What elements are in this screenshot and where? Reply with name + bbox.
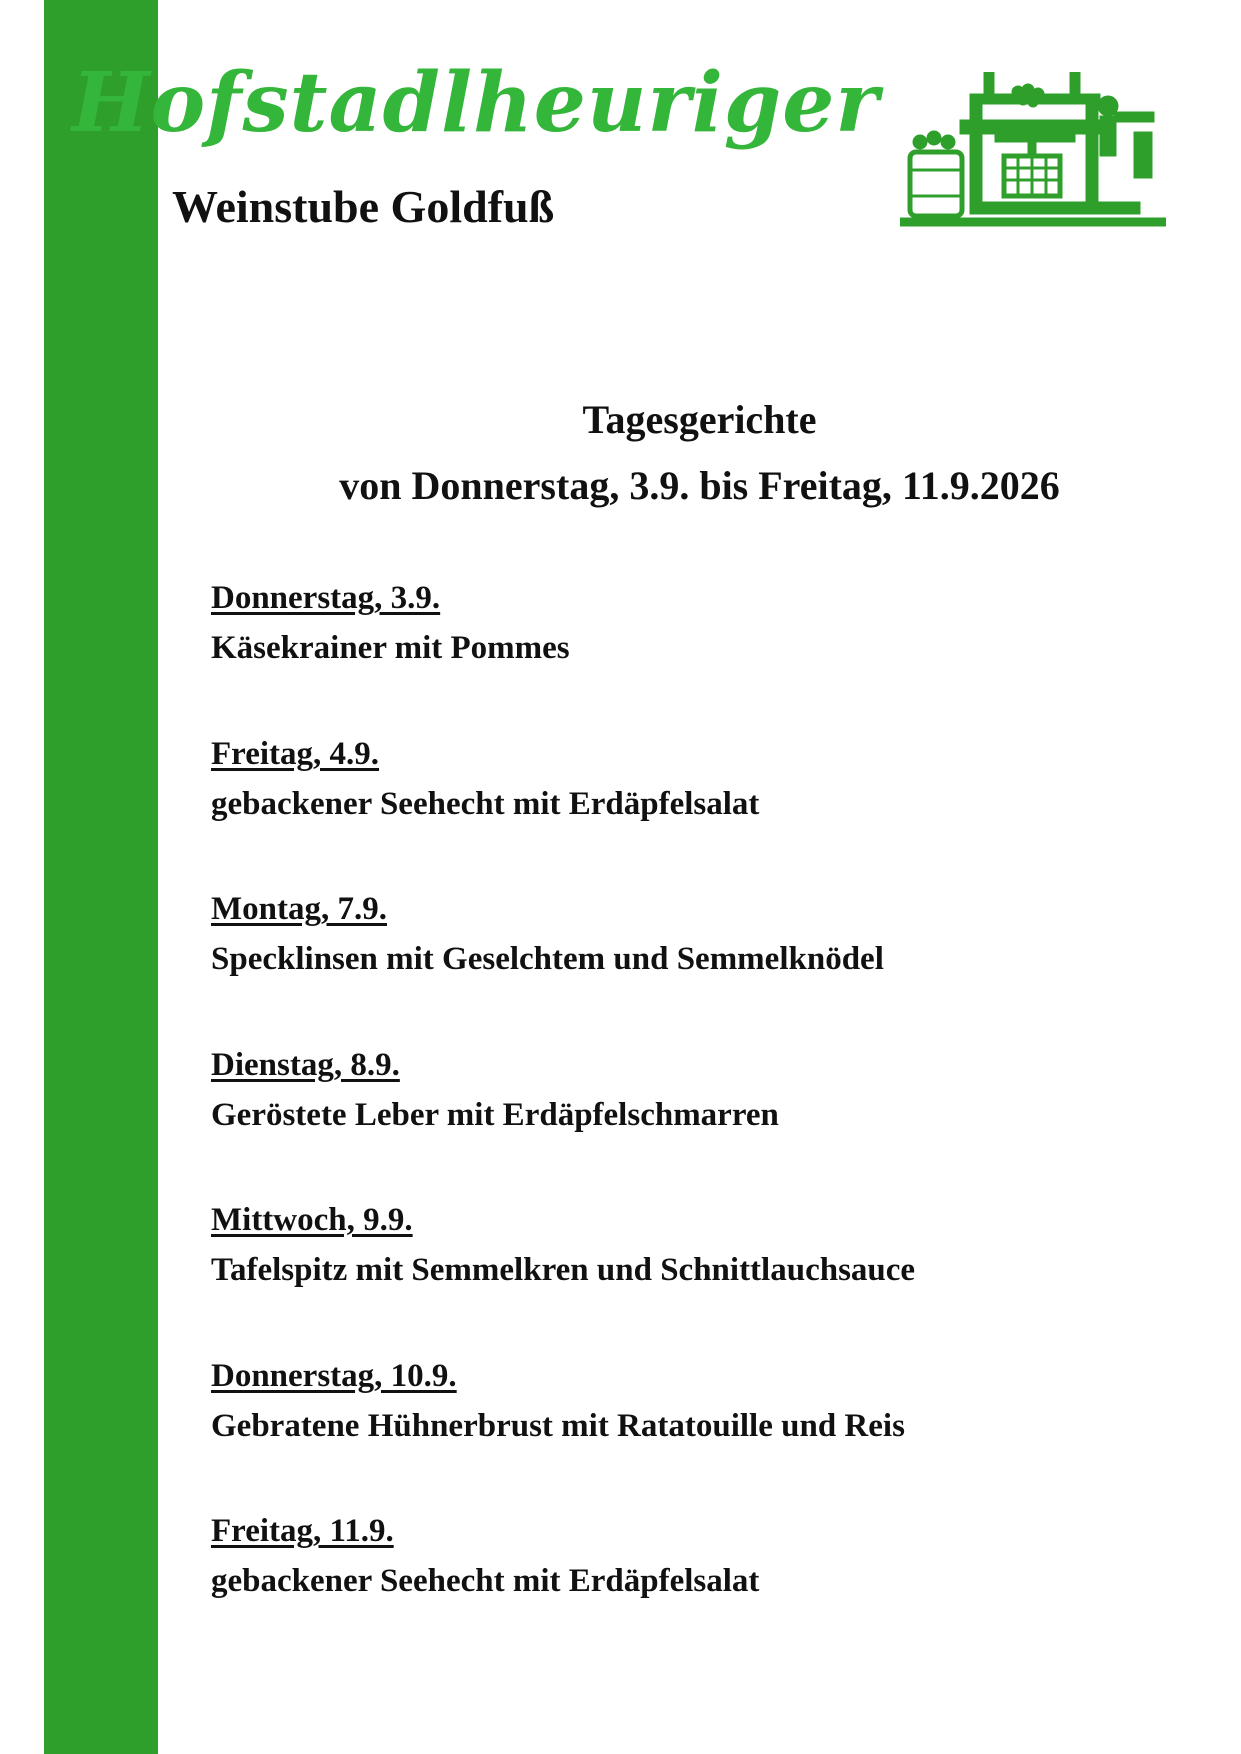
menu-dish: gebackener Seehecht mit Erdäpfelsalat	[211, 1563, 760, 1599]
menu-day: Donnerstag, 3.9.	[211, 580, 441, 616]
menu-dish: Tafelspitz mit Semmelkren und Schnittlauchsauce	[211, 1252, 916, 1288]
menu-day: Montag, 7.9.	[211, 891, 387, 927]
menu-item	[211, 1045, 1191, 1201]
menu-dish: gebackener Seehecht mit Erdäpfelsalat	[211, 785, 760, 822]
menu-day: Dienstag, 8.9.	[211, 1046, 400, 1083]
menu-day: Donnerstag, 10.9.	[211, 1357, 457, 1394]
wine-press-logo-icon	[900, 72, 1166, 228]
menu-dish: Specklinsen mit Geselchtem und Semmelknödel	[211, 941, 884, 977]
menu-dish: Geröstete Leber mit Erdäpfelschmarren	[211, 1096, 779, 1133]
heading-date-range: von Donnerstag, 3.9. bis Freitag, 11.9.2026	[339, 463, 1060, 508]
menu-day: Freitag, 11.9.	[211, 1513, 394, 1549]
green-sidebar	[44, 0, 158, 1754]
menu-dish: Käsekrainer mit Pommes	[211, 630, 570, 666]
menu-dish: Gebratene Hühnerbrust mit Ratatouille und Reis	[211, 1407, 905, 1444]
menu-item	[211, 1511, 1191, 1667]
menu-day: Freitag, 4.9.	[211, 735, 380, 772]
menu-item	[211, 578, 1191, 734]
daily-menu-list	[211, 578, 1191, 1667]
menu-item	[211, 1200, 1191, 1356]
menu-item	[211, 889, 1191, 1045]
menu-item	[211, 1356, 1191, 1512]
menu-item	[211, 734, 1191, 890]
brand-title: Hofstadlheuriger	[72, 55, 880, 151]
brand-subtitle: Weinstube Goldfuß	[172, 181, 555, 232]
menu-day: Mittwoch, 9.9.	[211, 1202, 413, 1238]
heading-title: Tagesgerichte	[582, 397, 817, 442]
